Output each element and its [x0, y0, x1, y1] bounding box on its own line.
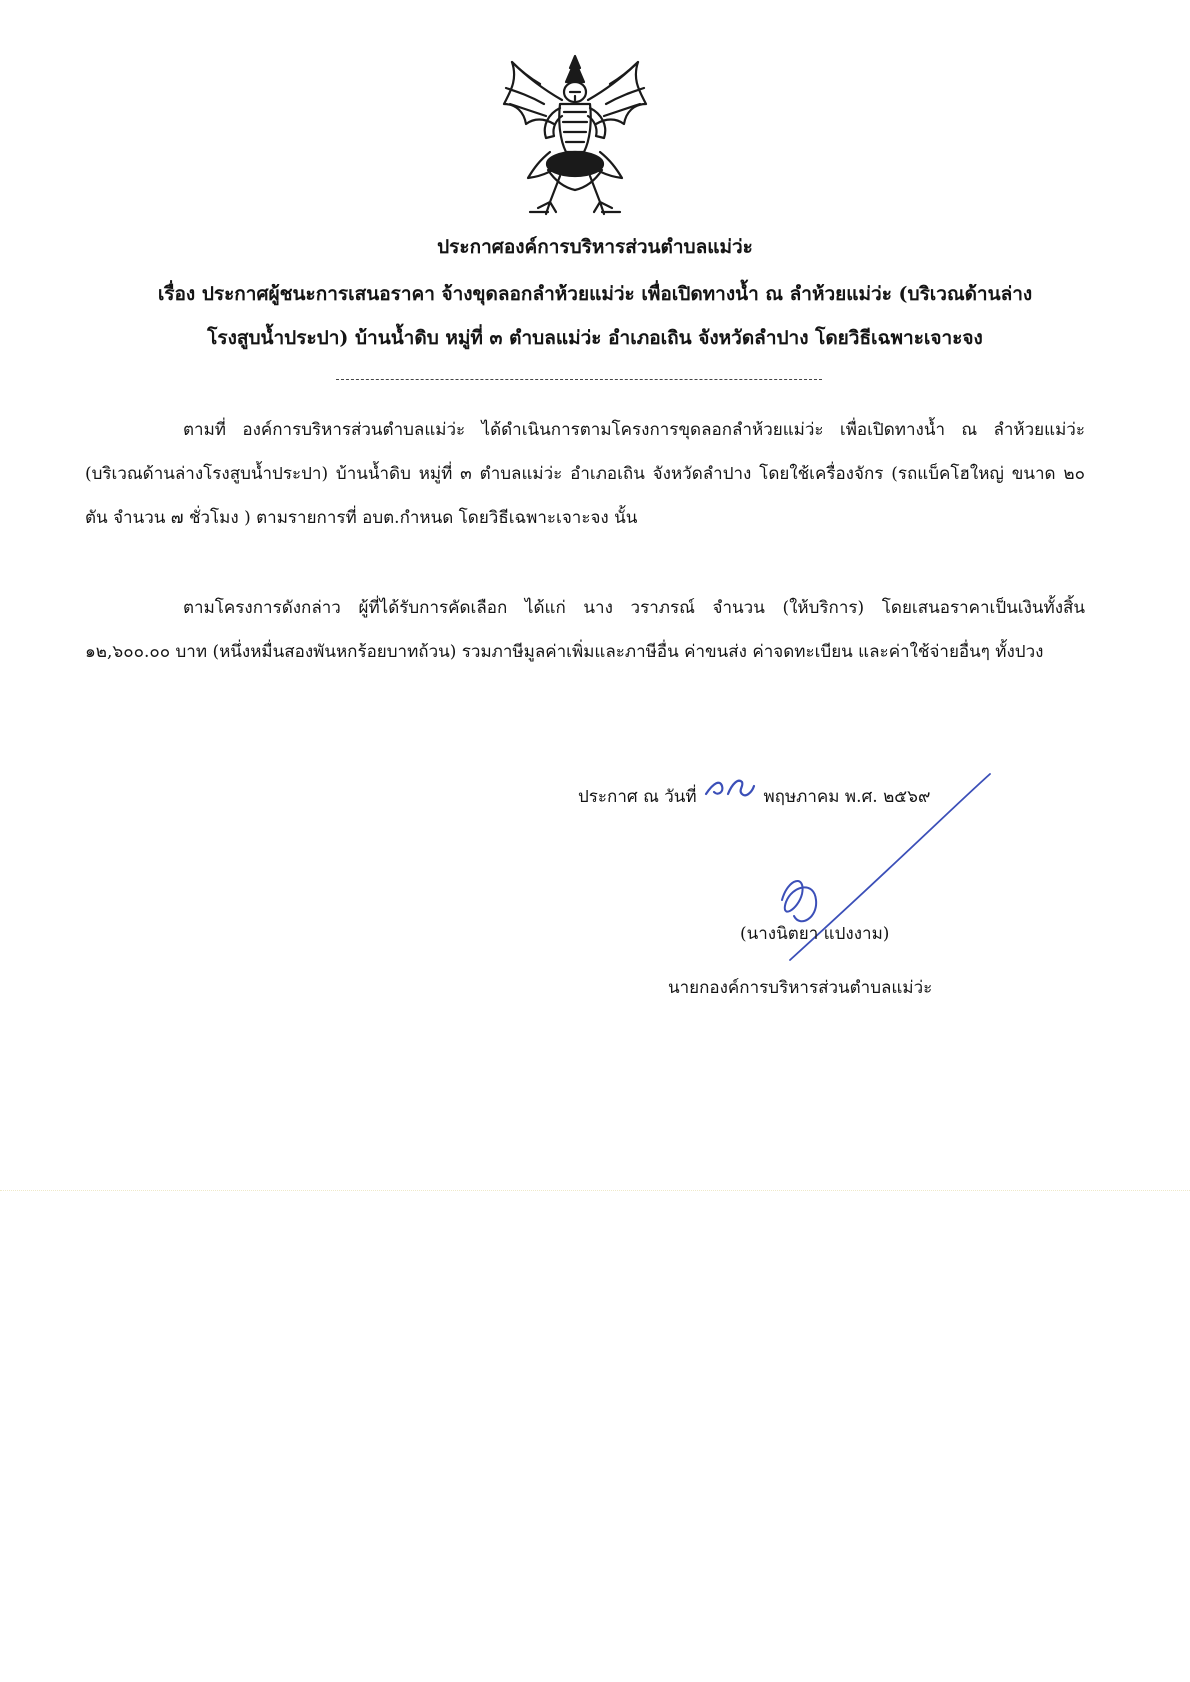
- subject-line-1: เรื่อง ประกาศผู้ชนะการเสนอราคา จ้างขุดลอกลำห้วยแม่ว่ะ เพื่อเปิดทางน้ำ ณ ลำห้วยแม่ว่ะ (บริเวณด้านล่าง: [157, 283, 1033, 305]
- date-month-year: พฤษภาคม พ.ศ. ๒๕๖๙: [763, 787, 931, 807]
- signatory-position: นายกองค์การบริหารส่วนตำบลแม่ว่ะ: [668, 978, 933, 998]
- paragraph-1-text: ตามที่ องค์การบริหารส่วนตำบลแม่ว่ะ ได้ดำเนินการตามโครงการขุดลอกลำห้วยแม่ว่ะ เพื่อเปิดทางน้ำ ณ ลำห้วยแม่ว่ะ (บริเวณด้านล่างโรงสูบน้ำประปา) บ้านน้ำดิบ หมู่ที่ ๓ ตำบลแม่ว่ะ อำเภอเถิน จังหวัดลำปาง โดยใช้เครื่องจักร (รถแบ็คโฮใหญ่ ขนาด ๒๐ ตัน จำนวน ๗ ชั่วโมง ) ตามรายการที่ อบต.กำหนด โดยวิธีเฉพาะเจาะจง นั้น: [85, 420, 1085, 528]
- announcement-title: ประกาศองค์การบริหารส่วนตำบลแม่ว่ะ: [437, 236, 753, 258]
- date-prefix: ประกาศ ณ วันที่: [578, 787, 697, 807]
- garuda-emblem-icon: [500, 52, 650, 224]
- paragraph-1: [85, 408, 1085, 540]
- announcement-subject: [80, 272, 1110, 360]
- signatory-name: (นางนิตยา แปงงาม): [740, 924, 890, 944]
- scan-artifact-line: [0, 1190, 1190, 1191]
- subject-line-2: โรงสูบน้ำประปา) บ้านน้ำดิบ หมู่ที่ ๓ ตำบลแม่ว่ะ อำเภอเถิน จังหวัดลำปาง โดยวิธีเฉพาะเจาะจง: [207, 327, 983, 349]
- paragraph-2: [85, 586, 1085, 674]
- title-divider: [336, 379, 822, 380]
- paragraph-2-text: ตามโครงการดังกล่าว ผู้ที่ได้รับการคัดเลือก ได้แก่ นาง วราภรณ์ จำนวน (ให้บริการ) โดยเสนอราคาเป็นเงินทั้งสิ้น ๑๒,๖๐๐.๐๐ บาท (หนึ่งหมื่นสองพันหกร้อยบาทถ้วน) รวมภาษีมูลค่าเพิ่มและภาษีอื่น ค่าขนส่ง ค่าจดทะเบียน และค่าใช้จ่ายอื่นๆ ทั้งปวง: [85, 598, 1085, 662]
